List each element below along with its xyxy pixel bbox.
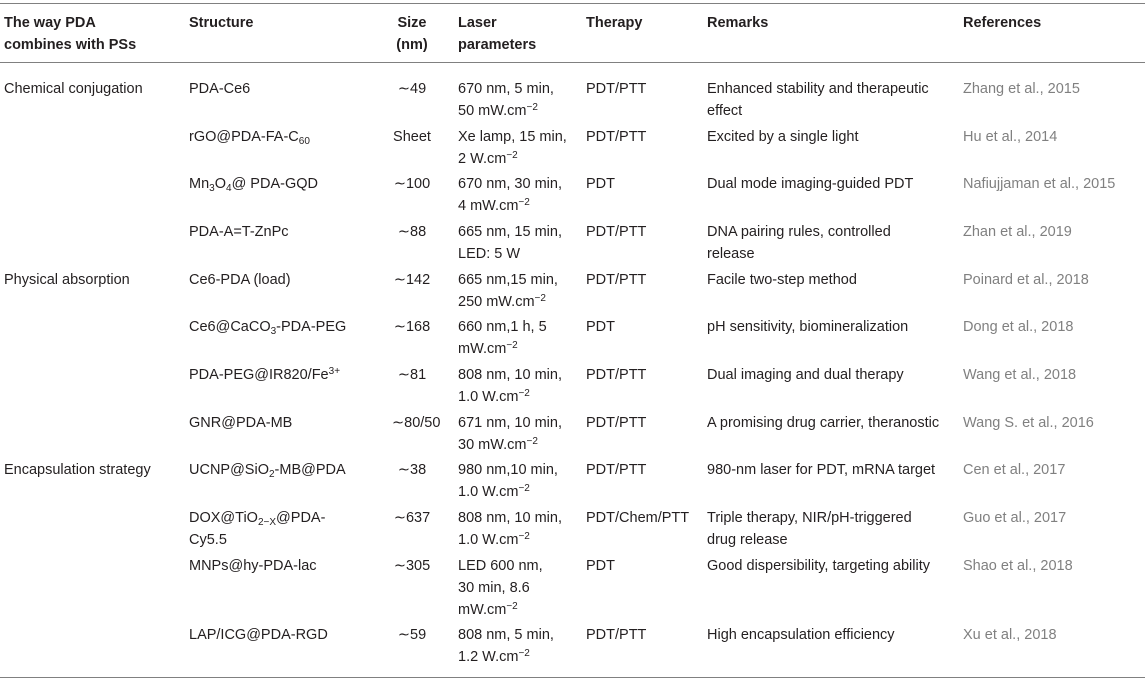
reference-link[interactable]: Zhan et al., 2019 bbox=[963, 224, 1072, 240]
remarks-line: DNA pairing rules, controlled bbox=[707, 224, 891, 240]
remarks-cell bbox=[707, 78, 929, 122]
laser-line: 2 $W.cm^{-2}$ bbox=[458, 150, 518, 167]
remarks-cell bbox=[707, 269, 857, 291]
remarks-cell bbox=[707, 624, 895, 646]
header-references: References bbox=[963, 15, 1042, 31]
remarks-line: pH sensitivity, biomineralization bbox=[707, 319, 909, 335]
remarks-line: release bbox=[707, 246, 755, 262]
remarks-line: effect bbox=[707, 103, 743, 119]
laser-line: $mW.cm^{-2}$ bbox=[458, 340, 518, 357]
size-cell: ∼142 bbox=[393, 272, 431, 288]
laser-line: 665 nm,15 min, bbox=[458, 272, 558, 288]
reference-link[interactable]: Zhang et al., 2015 bbox=[963, 81, 1080, 97]
size-cell: ∼49 bbox=[397, 81, 427, 97]
remarks-line: Good dispersibility, targeting ability bbox=[707, 558, 930, 574]
structure-cell: Ce6@CaCO$_3$-PDA-PEG bbox=[189, 319, 347, 337]
size-cell: ∼88 bbox=[397, 224, 427, 240]
therapy-cell: PDT bbox=[586, 176, 615, 192]
size-cell: ∼81 bbox=[397, 367, 427, 383]
header-size-line1: Size bbox=[397, 15, 427, 31]
header-way bbox=[4, 12, 136, 56]
remarks-line: drug release bbox=[707, 532, 788, 548]
header-rule bbox=[0, 62, 1145, 63]
laser-line: 808 nm, 5 min, bbox=[458, 627, 554, 643]
laser-cell bbox=[458, 221, 562, 265]
laser-line: 4 $mW.cm^{-2}$ bbox=[458, 197, 530, 214]
reference-link[interactable]: Nafiujjaman et al., 2015 bbox=[963, 176, 1116, 192]
remarks-line: Dual imaging and dual therapy bbox=[707, 367, 904, 383]
laser-line: 670 nm, 30 min, bbox=[458, 176, 562, 192]
structure-cell: PDA-A=T-ZnPc bbox=[189, 224, 289, 240]
remarks-line: High encapsulation efficiency bbox=[707, 627, 895, 643]
therapy-cell: PDT bbox=[586, 558, 615, 574]
reference-link[interactable]: Shao et al., 2018 bbox=[963, 558, 1073, 574]
laser-cell bbox=[458, 269, 558, 313]
size-cell: ∼80/50 bbox=[392, 415, 441, 431]
therapy-cell: PDT/PTT bbox=[586, 224, 647, 240]
laser-line: LED: 5 W bbox=[458, 246, 521, 262]
laser-cell bbox=[458, 412, 562, 456]
header-size-line2: (nm) bbox=[396, 37, 428, 53]
reference-link[interactable]: Guo et al., 2017 bbox=[963, 510, 1067, 526]
therapy-cell: PDT/PTT bbox=[586, 627, 647, 643]
header-way-line1: The way PDA bbox=[4, 15, 96, 31]
header-way-line2: combines with PSs bbox=[4, 37, 137, 53]
size-cell: ∼38 bbox=[397, 462, 427, 478]
remarks-line: Facile two-step method bbox=[707, 272, 857, 288]
laser-line: 30 min, 8.6 bbox=[458, 580, 530, 596]
reference-link[interactable]: Wang et al., 2018 bbox=[963, 367, 1077, 383]
remarks-cell bbox=[707, 555, 930, 577]
laser-cell bbox=[458, 507, 562, 551]
remarks-line: 980-nm laser for PDT, mRNA target bbox=[707, 462, 936, 478]
header-remarks: Remarks bbox=[707, 15, 769, 31]
laser-line: 980 nm,10 min, bbox=[458, 462, 558, 478]
header-laser bbox=[458, 12, 536, 56]
structure-cell: Ce6-PDA (load) bbox=[189, 272, 291, 288]
remarks-cell bbox=[707, 364, 904, 386]
laser-cell bbox=[458, 555, 543, 621]
laser-line: LED 600 nm, bbox=[458, 558, 543, 574]
remarks-cell bbox=[707, 126, 859, 148]
laser-line: 1.0 $W.cm^{-2}$ bbox=[458, 531, 530, 548]
laser-cell bbox=[458, 126, 567, 170]
remarks-cell bbox=[707, 316, 908, 338]
remarks-line: Triple therapy, NIR/pH-triggered bbox=[707, 510, 912, 526]
size-cell: ∼59 bbox=[397, 627, 427, 643]
structure-line: DOX@TiO$_{2-X}$@PDA- bbox=[189, 510, 326, 528]
structure-cell: GNR@PDA-MB bbox=[189, 415, 293, 431]
reference-link[interactable]: Xu et al., 2018 bbox=[963, 627, 1057, 643]
structure-cell: LAP/ICG@PDA-RGD bbox=[189, 627, 328, 643]
therapy-cell: PDT/PTT bbox=[586, 415, 647, 431]
reference-link[interactable]: Dong et al., 2018 bbox=[963, 319, 1074, 335]
laser-cell bbox=[458, 364, 562, 408]
structure-cell bbox=[189, 507, 325, 551]
therapy-cell: PDT/PTT bbox=[586, 81, 647, 97]
laser-cell bbox=[458, 316, 547, 360]
therapy-cell: PDT/PTT bbox=[586, 129, 647, 145]
therapy-cell: PDT bbox=[586, 319, 615, 335]
remarks-cell bbox=[707, 221, 891, 265]
laser-line: 1.0 $W.cm^{-2}$ bbox=[458, 483, 530, 500]
group-label: Physical absorption bbox=[4, 272, 130, 288]
structure-cell: MNPs@hy-PDA-lac bbox=[189, 558, 317, 574]
size-cell: ∼637 bbox=[393, 510, 431, 526]
remarks-line: Dual mode imaging-guided PDT bbox=[707, 176, 914, 192]
structure-cell: PDA-Ce6 bbox=[189, 81, 251, 97]
structure-cell: $rGO@PDA-FA-C_{60}$ bbox=[189, 129, 310, 147]
reference-link[interactable]: Poinard et al., 2018 bbox=[963, 272, 1089, 288]
laser-line: 1.2 $W.cm^{-2}$ bbox=[458, 648, 530, 665]
therapy-cell: PDT/PTT bbox=[586, 462, 647, 478]
laser-line: 808 nm, 10 min, bbox=[458, 367, 562, 383]
remarks-cell bbox=[707, 412, 939, 434]
laser-line: 670 nm, 5 min, bbox=[458, 81, 554, 97]
reference-link[interactable]: Wang S. et al., 2016 bbox=[963, 415, 1094, 431]
bottom-rule bbox=[0, 677, 1145, 678]
laser-line: $mW.cm^{-2}$ bbox=[458, 601, 518, 618]
laser-line: 50 $mW.cm^{-2}$ bbox=[458, 102, 538, 119]
header-laser-line1: Laser bbox=[458, 15, 497, 31]
size-cell: ∼305 bbox=[393, 558, 431, 574]
laser-line: 250 $mW.cm^{-2}$ bbox=[458, 293, 546, 310]
top-rule bbox=[0, 3, 1145, 4]
laser-line: 671 nm, 10 min, bbox=[458, 415, 562, 431]
reference-link[interactable]: Cen et al., 2017 bbox=[963, 462, 1066, 478]
therapy-cell: PDT/PTT bbox=[586, 272, 647, 288]
remarks-line: Enhanced stability and therapeutic bbox=[707, 81, 929, 97]
header-size bbox=[392, 12, 432, 56]
size-cell: ∼168 bbox=[393, 319, 431, 335]
laser-cell bbox=[458, 624, 554, 668]
laser-line: 30 $mW.cm^{-2}$ bbox=[458, 436, 538, 453]
group-label: Encapsulation strategy bbox=[4, 462, 151, 478]
structure-cell: PDA-$PEG@IR820/Fe^{3+}$ bbox=[189, 366, 341, 383]
remarks-cell bbox=[707, 507, 912, 551]
laser-line: 665 nm, 15 min, bbox=[458, 224, 562, 240]
laser-line: 808 nm, 10 min, bbox=[458, 510, 562, 526]
therapy-cell: PDT/Chem/PTT bbox=[586, 510, 690, 526]
reference-link[interactable]: Hu et al., 2014 bbox=[963, 129, 1058, 145]
laser-line: 1.0 $W.cm^{-2}$ bbox=[458, 388, 530, 405]
size-cell: ∼100 bbox=[393, 176, 431, 192]
structure-cell: $Mn_3O_4@$ PDA-GQD bbox=[189, 176, 318, 194]
header-structure: Structure bbox=[189, 15, 254, 31]
remarks-cell bbox=[707, 459, 935, 481]
remarks-line: Excited by a single light bbox=[707, 129, 859, 145]
size-cell: Sheet bbox=[393, 129, 431, 145]
laser-line: Xe lamp, 15 min, bbox=[458, 129, 567, 145]
structure-cell: UCNP@SiO$_2$-MB@PDA bbox=[189, 462, 346, 480]
header-laser-line2: parameters bbox=[458, 37, 537, 53]
header-therapy: Therapy bbox=[586, 15, 643, 31]
group-label: Chemical conjugation bbox=[4, 81, 143, 97]
laser-cell bbox=[458, 78, 554, 122]
laser-cell bbox=[458, 173, 562, 217]
structure-line: Cy5.5 bbox=[189, 532, 227, 548]
remarks-line: A promising drug carrier, theranostic bbox=[707, 415, 940, 431]
therapy-cell: PDT/PTT bbox=[586, 367, 647, 383]
laser-line: 660 nm,1 h, 5 bbox=[458, 319, 547, 335]
laser-cell bbox=[458, 459, 558, 503]
remarks-cell bbox=[707, 173, 913, 195]
